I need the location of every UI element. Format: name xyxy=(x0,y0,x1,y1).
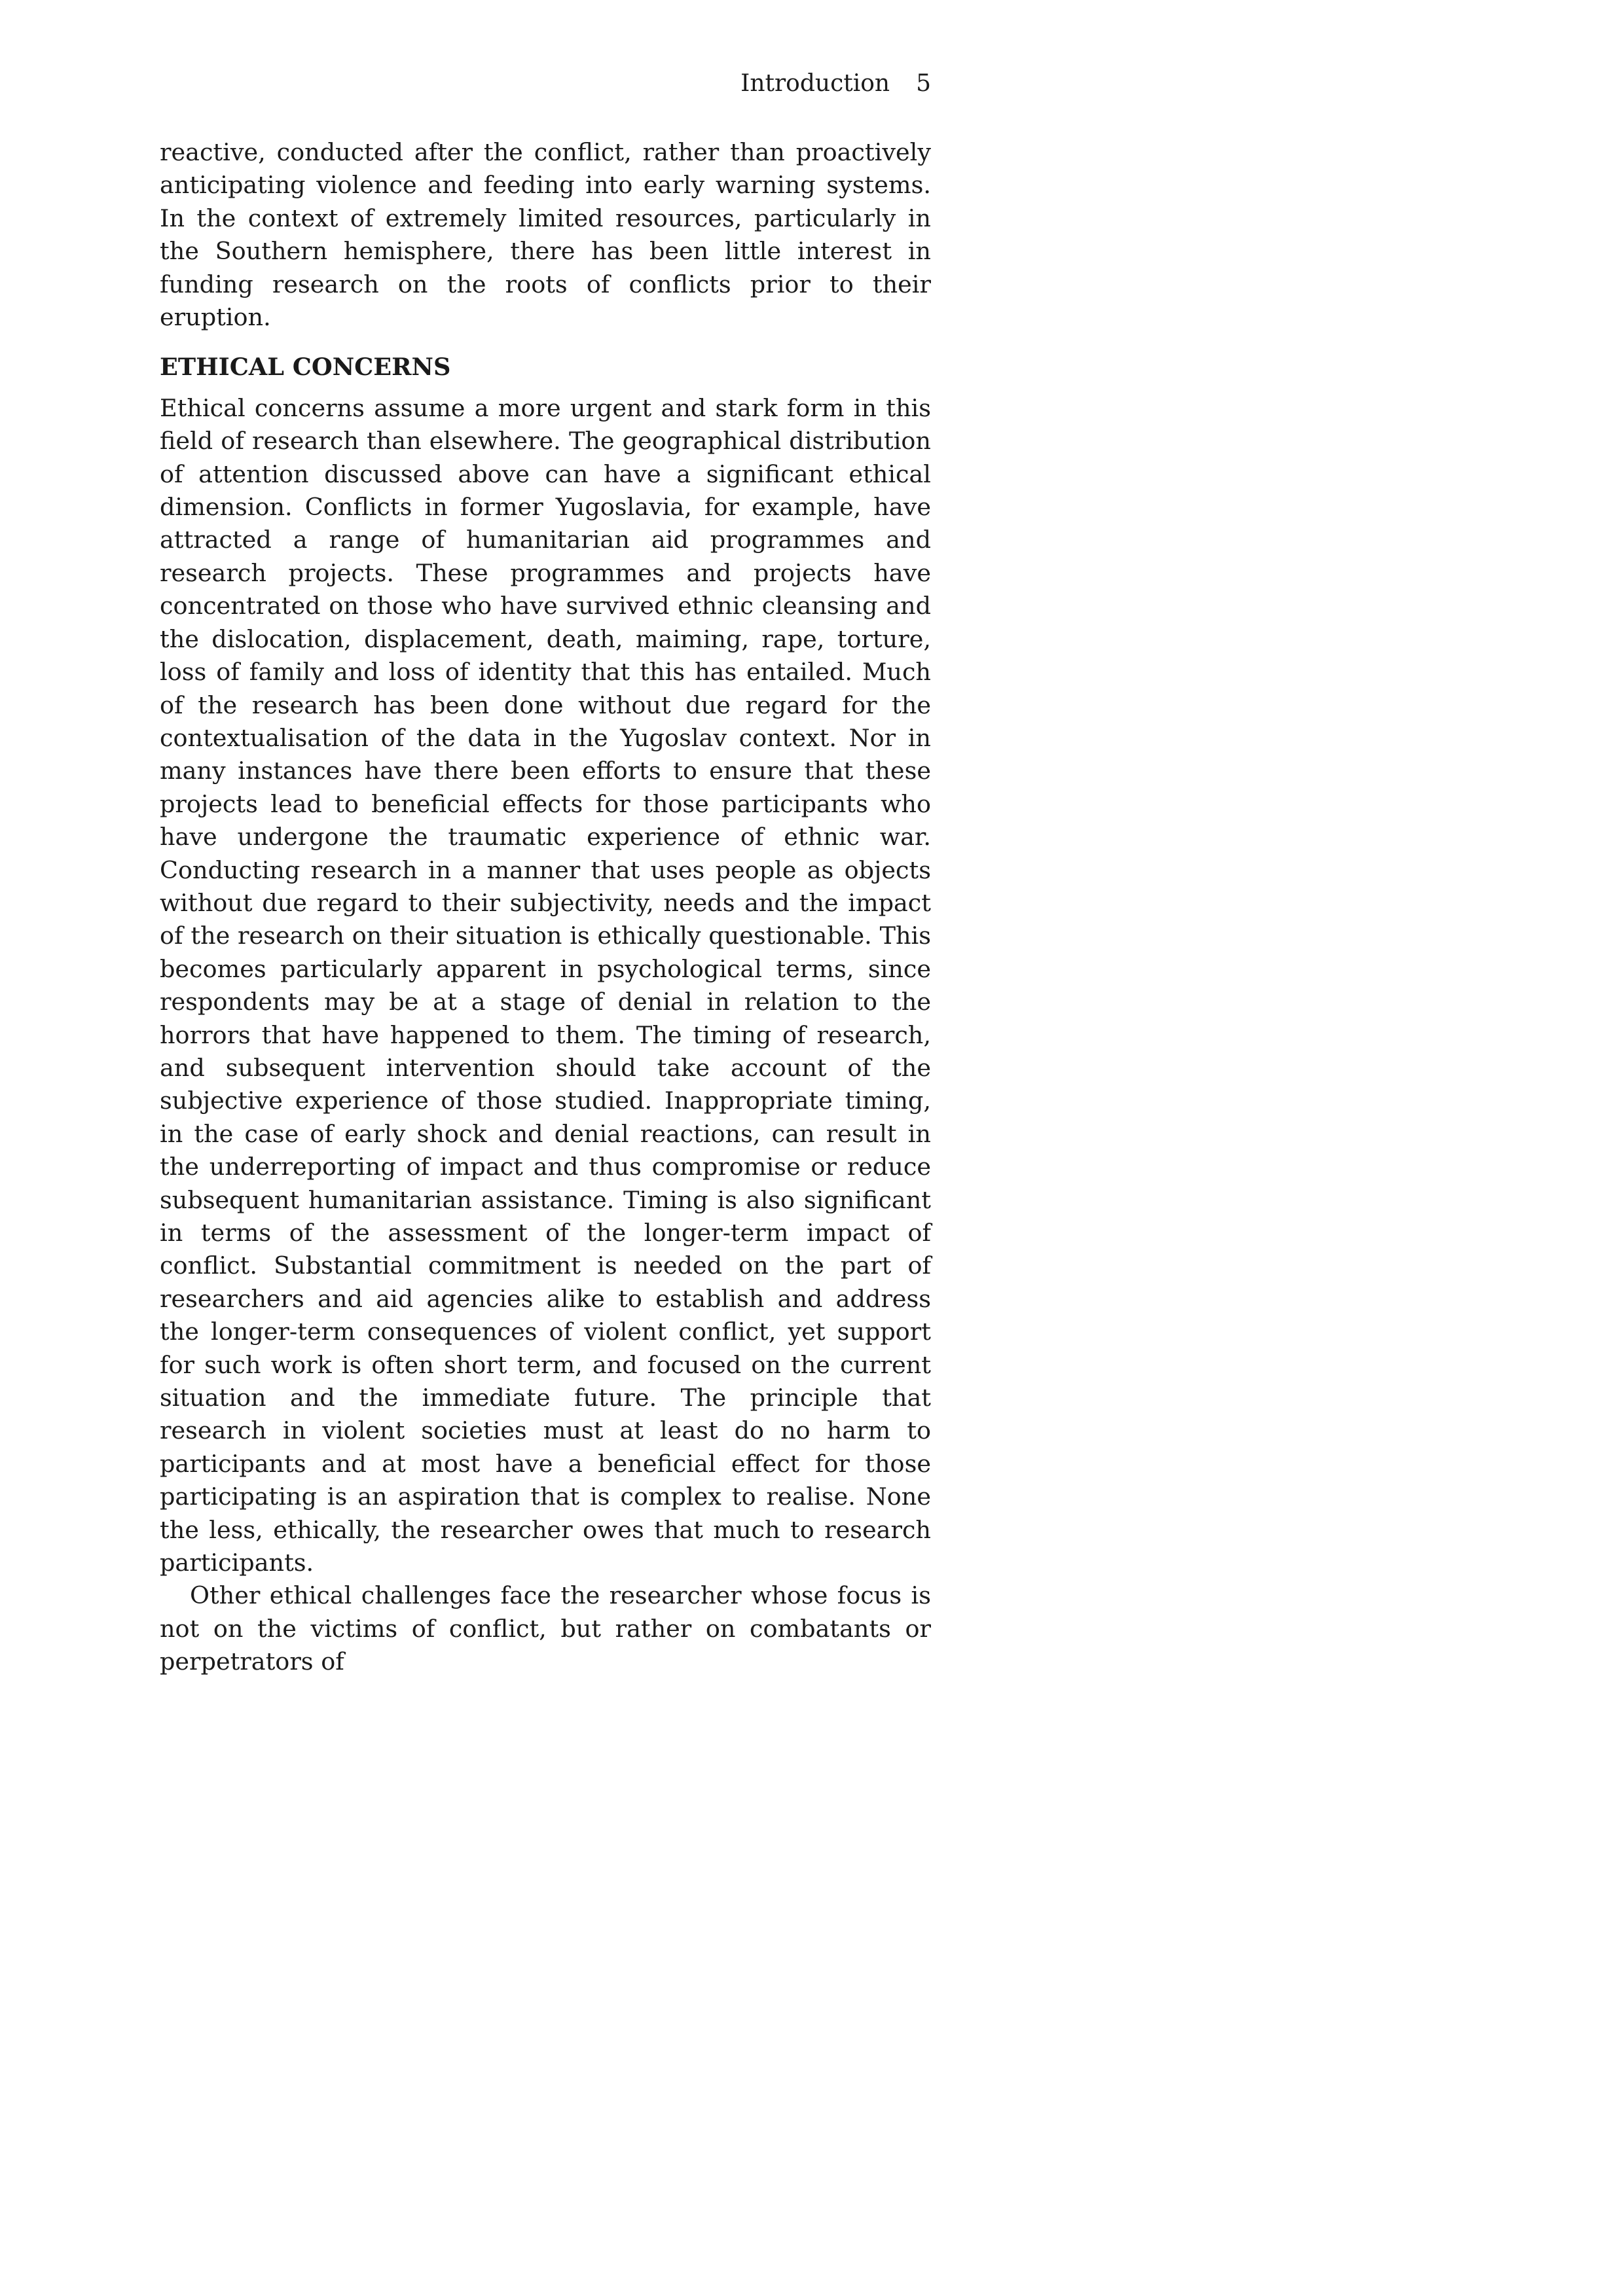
section-heading: ETHICAL CONCERNS xyxy=(160,353,451,382)
paragraph-other-challenges: Other ethical challenges face the researcher whose focus is not on the victims of conflict, but rather on combatants or perpetrators of xyxy=(160,1581,931,1676)
paragraph-ethical-concerns: Ethical concerns assume a more urgent and stark form in this field of research than elsewhere. The geographical distribution of attention discussed above can have a significant ethical dimension. Conflicts in former Yugoslavia, for example, have attracted a range of humanitarian aid programmes and research projects. These programmes and projects have concentrated on those who have survived ethnic cleansing and the dislocation, displacement, death, maiming, rape, torture, loss of family and loss of identity that this has entailed. Much of the research has been done without due regard for the contextualisation of the data in the Yugoslav context. Nor in many instances have there been efforts to ensure that these projects lead to beneficial effects for those participants who have undergone the traumatic experience of ethnic war. Conducting research in a manner that uses people as objects without due regard to their subjectivity, needs and the impact of the research on their situation is ethically questionable. This becomes particularly apparent in psychological terms, since respondents may be at a stage of denial in relation to the horrors that have happened to them. The timing of research, and subsequent intervention should take account of the subjective experience of those studied. Inappropriate timing, in the case of early shock and denial reactions, can result in the underreporting of impact and thus compromise or reduce subsequent humanitarian assistance. Timing is also significant in terms of the assessment of the longer-term impact of conflict. Substantial commitment is needed on the part of researchers and aid agencies alike to establish and address the longer-term consequences of violent conflict, yet support for such work is often short term, and focused on the current situation and the immediate future. The principle that research in violent societies must at least do no harm to participants and at most have a beneficial effect for those participating is an aspiration that is complex to realise. None the less, ethically, the researcher owes that much to research participants. xyxy=(160,393,931,1577)
page-body xyxy=(160,136,931,1679)
paragraph-intro-continuation: reactive, conducted after the conflict, rather than proactively anticipating violence and feeding into early warning systems. In the context of extremely limited resources, particularly in the Southern hemisphere, there has been little interest in funding research on the roots of conflicts prior to their eruption. xyxy=(160,138,931,332)
running-head-title: Introduction xyxy=(740,70,890,97)
running-head xyxy=(160,68,931,99)
page-number: 5 xyxy=(916,70,931,97)
